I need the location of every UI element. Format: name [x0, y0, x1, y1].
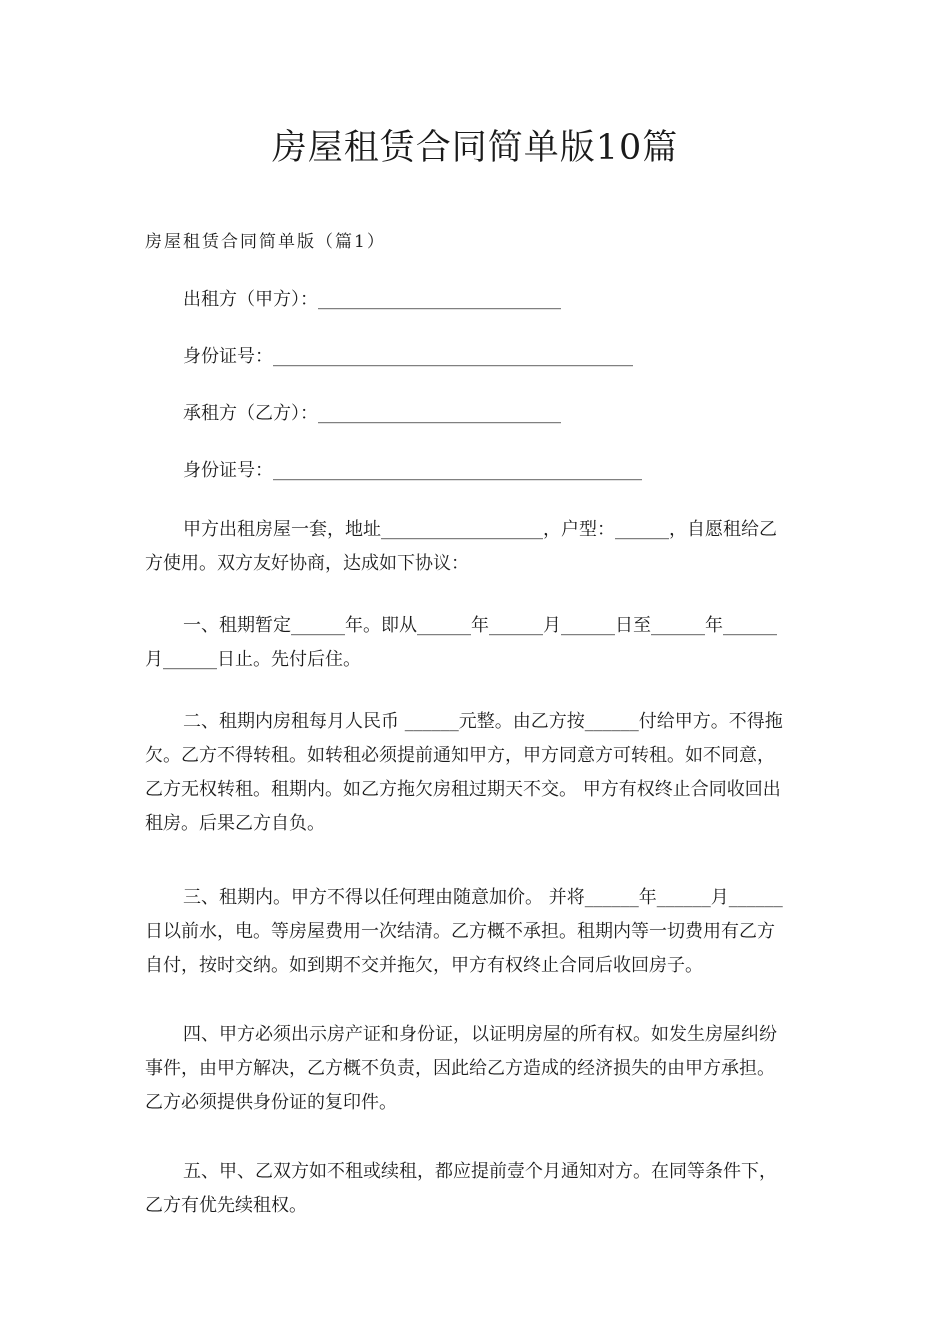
paragraph-line: 租房。后果乙方自负。 — [145, 813, 325, 834]
paragraph-clause-3 — [145, 881, 805, 983]
paragraph-intro — [145, 513, 805, 581]
lessee-id-field — [183, 457, 642, 485]
lessee-id-blank: _________________________________________ — [273, 460, 642, 481]
lessor-id-field — [183, 343, 633, 371]
document-title: 房屋租赁合同简单版10篇 — [271, 128, 679, 168]
paragraph-line: 事件，由甲方解决，乙方概不负责，因此给乙方造成的经济损失的由甲方承担。 — [145, 1058, 775, 1079]
lessor-field — [183, 286, 561, 314]
paragraph-line: 自付，按时交纳。如到期不交并拖欠，甲方有权终止合同后收回房子。 — [145, 955, 703, 976]
paragraph-line: 欠。乙方不得转租。如转租必须提前通知甲方，甲方同意方可转租。如不同意， — [145, 745, 775, 766]
lessee-field — [183, 400, 561, 428]
lessee-id-label: 身份证号： — [183, 460, 273, 481]
lessee-blank: ___________________________ — [318, 403, 561, 424]
lessor-id-blank: ________________________________________ — [273, 346, 633, 367]
paragraph-line: 乙方必须提供身份证的复印件。 — [145, 1092, 397, 1113]
lessor-id-label: 身份证号： — [183, 346, 273, 367]
paragraph-line: 四、甲方必须出示房产证和身份证，以证明房屋的所有权。如发生房屋纠纷 — [183, 1024, 777, 1045]
lessor-label: 出租方（甲方）： — [183, 289, 318, 310]
paragraph-clause-5 — [145, 1155, 805, 1223]
lessee-label: 承租方（乙方）： — [183, 403, 318, 424]
paragraph-line: 乙方有优先续租权。 — [145, 1195, 307, 1216]
paragraph-clause-1 — [145, 609, 805, 677]
paragraph-line: 月______日止。先付后住。 — [145, 649, 361, 670]
paragraph-line: 三、租期内。甲方不得以任何理由随意加价。 并将______年______月______ — [183, 887, 783, 908]
paragraph-line: 方使用。双方友好协商，达成如下协议： — [145, 553, 469, 574]
section-heading: 房屋租赁合同简单版（篇1） — [145, 232, 386, 252]
paragraph-clause-4 — [145, 1018, 805, 1120]
paragraph-line: 日以前水，电。等房屋费用一次结清。乙方概不承担。租期内等一切费用有乙方 — [145, 921, 775, 942]
paragraph-line: 甲方出租房屋一套，地址__________________，户型：______，自愿租给乙 — [183, 519, 777, 540]
paragraph-line: 二、租期内房租每月人民币 ______元整。由乙方按______付给甲方。不得拖 — [183, 711, 783, 732]
paragraph-clause-2 — [145, 705, 805, 841]
paragraph-line: 乙方无权转租。租期内。如乙方拖欠房租过期天不交。 甲方有权终止合同收回出 — [145, 779, 781, 800]
paragraph-line: 一、租期暂定______年。即从______年______月______日至______年______ — [183, 615, 777, 636]
paragraph-line: 五、甲、乙双方如不租或续租，都应提前壹个月通知对方。在同等条件下， — [183, 1161, 777, 1182]
lessor-blank: ___________________________ — [318, 289, 561, 310]
